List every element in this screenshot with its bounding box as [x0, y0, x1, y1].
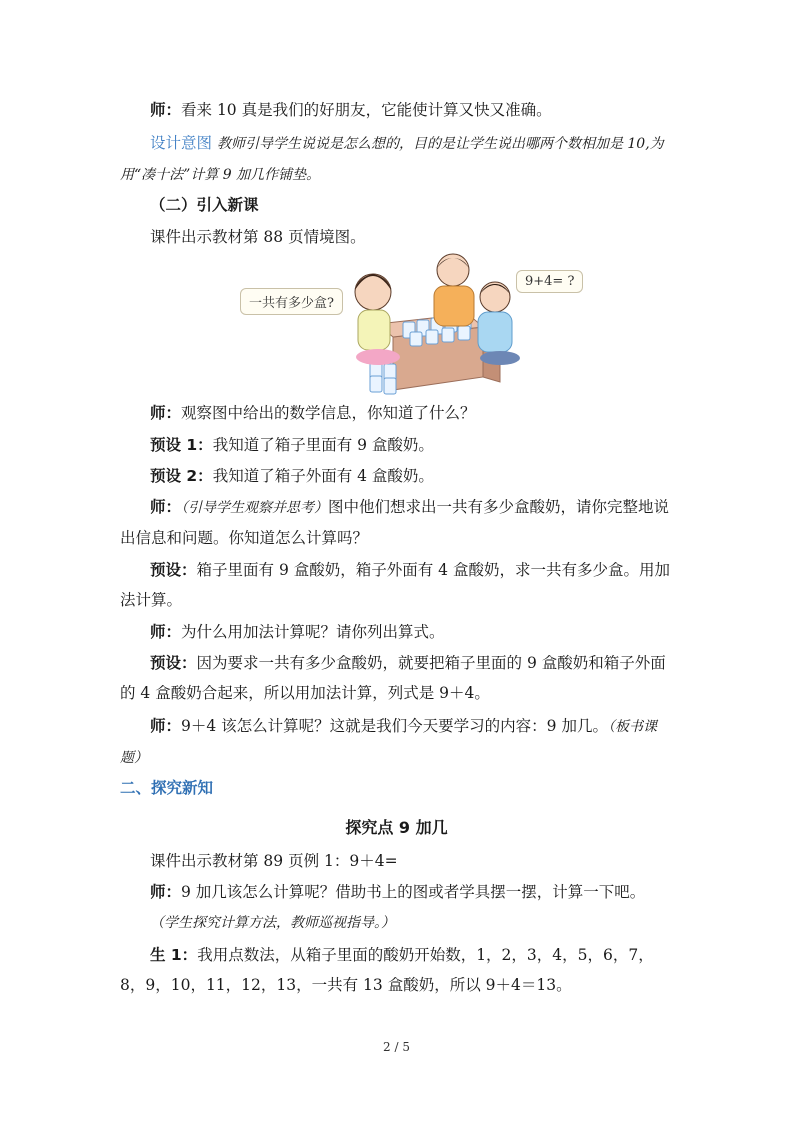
speaker-label: 预设 1： [150, 436, 213, 454]
section-heading-tanjiu: 二、探究新知 [120, 779, 214, 797]
paragraph-text: 观察图中给出的数学信息，你知道了什么？ [181, 404, 476, 422]
speaker-label: 师： [150, 404, 182, 422]
paragraph-3: 课件出示教材第 88 页情境图。 [150, 228, 366, 246]
speaker-label: 预设： [150, 654, 197, 672]
design-intent-label: 设计意图 [150, 134, 213, 152]
paragraph-text: 为什么用加法计算呢？请你列出算式。 [181, 623, 445, 641]
speaker-label: 预设： [150, 561, 197, 579]
paragraph-text: 图中他们想求出一共有多少盒酸奶，请你完整地说出信息和问题。你知道怎么计算吗？ [120, 498, 670, 547]
paragraph-14: （学生探究计算方法，教师巡视指导。） [150, 915, 395, 931]
paragraph-10 [120, 648, 675, 708]
speaker-label: 师： [150, 101, 182, 119]
paragraph-9 [120, 617, 675, 647]
stage-direction: （引导学生观察并思考） [181, 500, 329, 516]
paragraph-text: 我用点数法，从箱子里面的酸奶开始数，1，2，3，4，5，6，7，8，9，10，11，12，13，一共有 13 盒酸奶，所以 9＋4＝13。 [120, 946, 654, 994]
paragraph-1 [120, 95, 675, 125]
paragraph-text: 我知道了箱子里面有 9 盒酸奶。 [212, 436, 434, 454]
textbook-illustration [238, 252, 588, 397]
design-intent-text: 教师引导学生说说是怎么想的，目的是让学生说出哪两个数相加是 10,为用“凑十法”计算 9 加几作铺垫。 [120, 136, 664, 183]
subsection-title: 探究点 9 加几 [345, 818, 448, 837]
stage-direction: （板书课题） [120, 719, 657, 766]
speaker-label: 生 1： [150, 946, 198, 964]
paragraph-text: 看来 10 真是我们的好朋友，它能使计算又快又准确。 [181, 101, 552, 119]
paragraph-text: 因为要求一共有多少盒酸奶，就要把箱子里面的 9 盒酸奶和箱子外面的 4 盒酸奶合起来，所以用加法计算，列式是 9＋4。 [120, 654, 666, 702]
paragraph-8 [120, 555, 675, 615]
paragraph-text: 9 加几该怎么计算呢？借助书上的图或者学具摆一摆，计算一下吧。 [181, 883, 646, 901]
speech-bubble-left: 一共有多少盒? [240, 288, 343, 315]
paragraph-text: 9＋4 该怎么计算呢？这就是我们今天要学习的内容：9 加几。 [181, 717, 608, 735]
section-heading-yinru: （二）引入新课 [150, 196, 259, 214]
paragraph-4 [120, 398, 675, 428]
speaker-label: 师： [150, 498, 182, 516]
design-intent-paragraph [120, 128, 675, 190]
paragraph-12: 课件出示教材第 89 页例 1：9＋4= [150, 852, 398, 870]
paragraph-6 [120, 461, 675, 491]
paragraph-15 [120, 940, 675, 1000]
paragraph-13 [120, 877, 675, 907]
speaker-label: 师： [150, 883, 182, 901]
speaker-label: 预设 2： [150, 467, 213, 485]
speaker-label: 师： [150, 717, 182, 735]
paragraph-5 [120, 430, 675, 460]
page-number: 2 / 5 [383, 1040, 410, 1054]
paragraph-text: 箱子里面有 9 盒酸奶，箱子外面有 4 盒酸奶，求一共有多少盒。用加法计算。 [120, 561, 670, 609]
paragraph-7 [120, 492, 675, 553]
speech-bubble-right: 9+4= ? [516, 270, 583, 293]
paragraph-text: 我知道了箱子外面有 4 盒酸奶。 [212, 467, 434, 485]
speaker-label: 师： [150, 623, 182, 641]
paragraph-11 [120, 711, 675, 773]
